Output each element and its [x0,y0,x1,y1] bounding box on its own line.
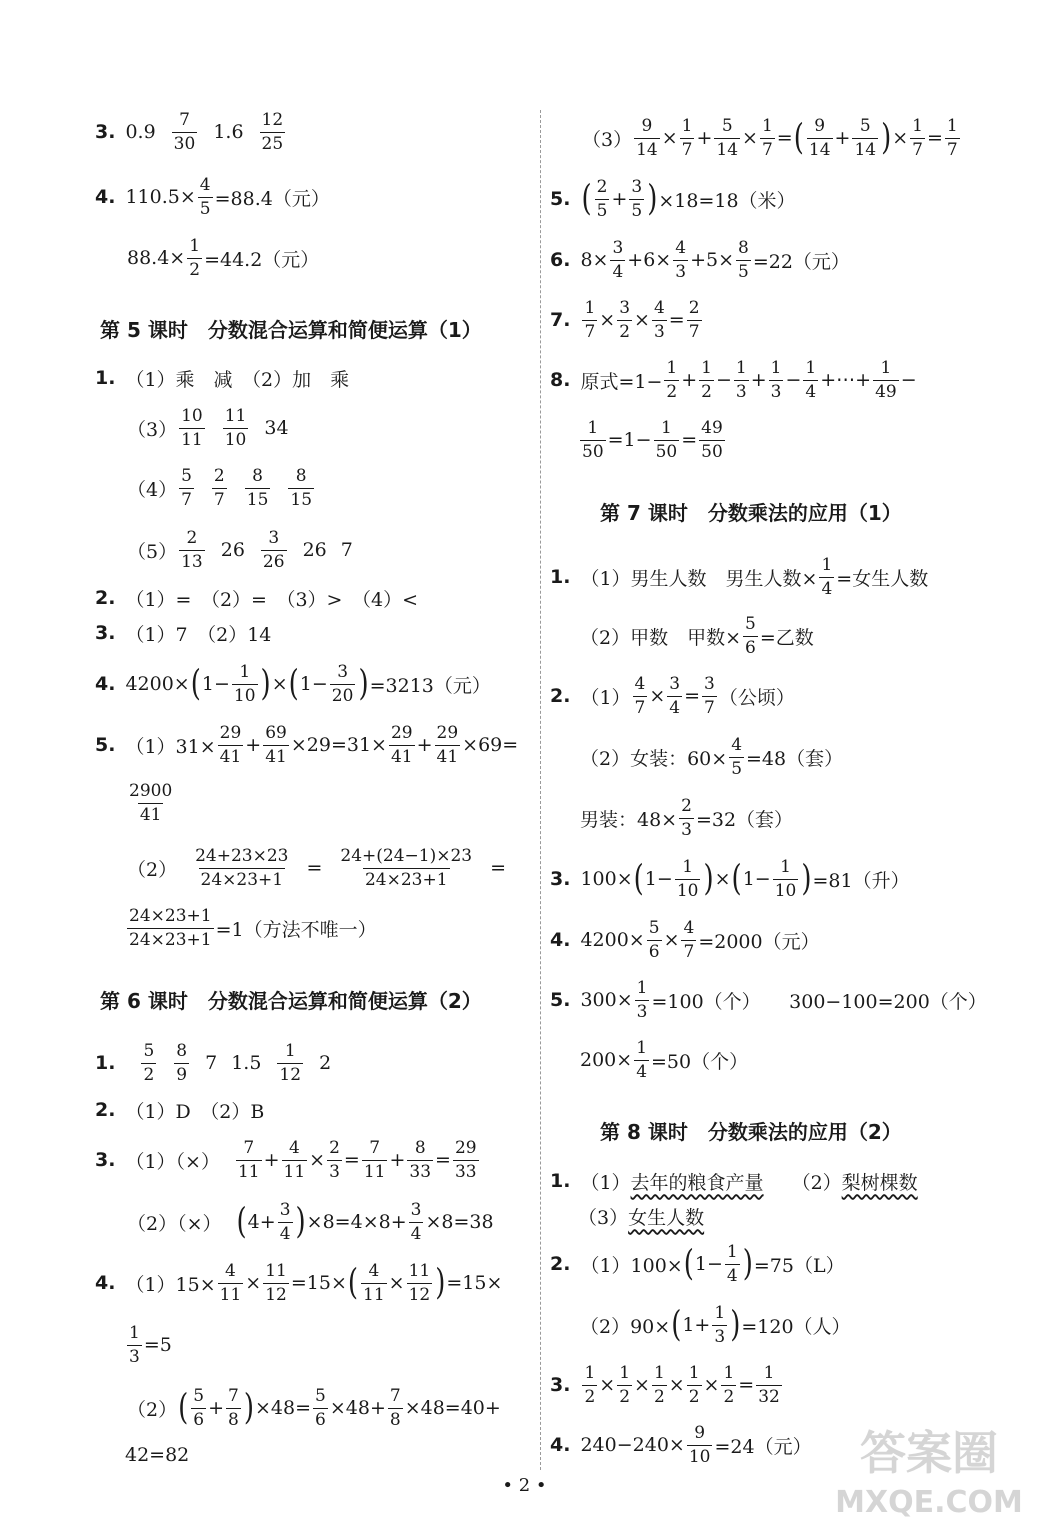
s8-q1-line2: （3） 女生人数 [578,1186,704,1246]
q-number: 4. [95,673,116,695]
fraction: $\frac{3}{4}$ [279,1199,291,1244]
underlined-answer: 梨树棵数 [841,1171,918,1194]
s8-q3: 3. $\frac{1}{2}$ × $\frac{1}{2}$ × $\frac{1}{2}$ × $\frac{1}{2}$ × $\frac{1}{2}$ = $\frac{1}{32}$ [550,1362,780,1407]
fraction: 2 7 [213,465,225,510]
fraction: 5 2 [143,1040,155,1085]
left-q4-line2 [127,228,319,288]
column-divider [540,110,541,1470]
fraction: 9 14 [808,115,831,160]
q-number: 3. [95,1149,116,1171]
s7-q2-line1: 2. （1） $\frac{4}{7}$ × $\frac{3}{4}$ = $\frac{3}{7}$ （公顷） [550,673,795,718]
fraction: $\frac{1}{3}$ [129,1322,140,1367]
q-number: 4. [550,1434,571,1456]
expr: =88.4（元） [214,187,330,210]
right-q5: 5. ( 2 5 + $\frac{3}{5}$ ) ×18=18（米） [550,176,796,221]
fraction: 2 5 [596,176,608,221]
q-number: 2. [95,1099,116,1121]
fraction: $\frac{4}{11}$ [219,1260,242,1305]
fraction: $\frac{1}{10}$ [676,856,699,901]
fraction: $\frac{9}{10}$ [688,1422,711,1467]
fraction: $\frac{1}{7}$ [946,115,958,160]
fraction: $\frac{2}{3}$ [329,1137,340,1182]
fraction: $\frac{3}{2}$ [619,297,631,342]
s8-q2-line2: （2）90× ( 1+ $\frac{1}{3}$ ) =120（人） [580,1302,851,1347]
q-number: 3. [95,121,116,143]
fraction: $\frac{11}{12}$ [408,1260,431,1305]
heading-lesson-5: 第 5 课时 分数混合运算和简便运算（1） [100,318,482,342]
s8-q4: 4. 240−240× $\frac{9}{10}$ =24（元） [550,1422,812,1467]
fraction: $\frac{1}{3}$ [636,977,648,1022]
fraction: $\frac{5}{6}$ [745,613,756,658]
s7-q3: 3. 100× ( 1− $\frac{1}{10}$ ) × ( 1− $\frac{1}{10}$ ) =81（升） [550,856,910,901]
fraction: $\frac{4}{3}$ [653,297,665,342]
fraction: $\frac{1}{3}$ [735,357,747,402]
s5-q3: 3. （1）7 （2）14 [95,622,272,646]
s6-q2: 2. （1）D （2）B [95,1099,265,1123]
fraction: $\frac{2}{3}$ [681,795,692,840]
q-number: 8. [550,369,571,391]
q-number: 5. [550,989,571,1011]
right-q8-line2: $\frac{1}{50}$ =1− $\frac{1}{50}$ = $\frac{49}{50}$ [582,417,723,462]
value: 34 [264,417,289,439]
fraction: $\frac{4}{7}$ [683,917,695,962]
s6-q4-line4: 42=82 [125,1444,190,1466]
s6-q3-line1: 3. （1）（×） 7 11 + $\frac{4}{11}$ × $\frac{2}{3}$ = $\frac{7}{11}$ + $\frac{8}{33}$ = $\frac{29}{33}$ [95,1137,477,1182]
q-number: 3. [550,1374,571,1396]
q-number: 4. [95,1272,116,1294]
q-number: 6. [550,249,571,271]
fraction: $\frac{4}{5}$ [731,734,743,779]
underlined-answer: 女生人数 [628,1206,705,1229]
s7-q2-line3: 男装：48× $\frac{2}{3}$ =32（套） [580,795,794,840]
fraction: $\frac{29}{41}$ [436,722,459,767]
q-number: 1. [95,367,116,389]
fraction: $\frac{3}{4}$ [612,237,624,282]
fraction: $\frac{1}{10}$ [233,661,256,706]
q-number: 4. [550,929,571,951]
fraction: $\frac{1}{49}$ [875,357,897,402]
s5-q5-line4: $\frac{24\times 23+1}{24\times 23+1}$ =1（方法不唯一） [129,905,377,950]
fraction: 8 9 [176,1040,188,1085]
value: 0.9 [125,121,156,143]
s5-q1-line4: （5） 2 13 26 3 26 26 7 [127,527,353,572]
q-number: 1. [550,566,571,588]
fraction: 24+(24−1)×23 24×23+1 [340,845,473,890]
fraction: $\frac{4}{11}$ [283,1137,306,1182]
fraction: $\frac{4}{7}$ [634,673,646,718]
value: 1.6 [213,121,244,143]
fraction: $\frac{1}{2}$ [688,1362,700,1407]
fraction: $\frac{5}{6}$ [315,1385,326,1430]
q-number: 3. [550,868,571,890]
answer: （1）乘 减 （2）加 乘 [125,368,350,391]
q-number: 5. [95,734,116,756]
fraction: 7 11 [237,1137,260,1182]
left-q3 [95,102,287,162]
s6-q4-line2: $\frac{1}{3}$ =5 [129,1322,172,1367]
watermark-top-text: 答案圈 [860,1426,998,1480]
fraction: 10 11 [181,405,203,450]
q-number: 5. [550,188,571,210]
fraction: $\frac{4}{3}$ [675,237,687,282]
s7-q4: 4. 4200× $\frac{5}{6}$ × $\frac{4}{7}$ =2000（元） [550,917,820,962]
s7-q5-line2: 200× $\frac{1}{4}$ =50（个） [580,1037,749,1082]
fraction: $\frac{29}{33}$ [454,1137,477,1182]
s8-q2-line1: 2. （1）100× ( 1− $\frac{1}{4}$ ) =75（L） [550,1241,845,1286]
s7-q5-line1: 5. 300× $\frac{1}{3}$ =100（个） 300−100=200（个） [550,977,987,1022]
s6-q1: 1. 5 2 8 9 7 1.5 1 12 2 [95,1040,332,1085]
fraction: $\frac{1}{3}$ [714,1302,726,1347]
fraction: $\frac{1}{7}$ [761,115,773,160]
expr: =44.2（元） [204,248,320,271]
s5-q5-line2 [125,773,176,833]
page-number: • 2 • [502,1475,547,1496]
fraction: $\frac{3}{4}$ [410,1199,422,1244]
fraction: $\frac{69}{41}$ [265,722,287,767]
fraction: 5 7 [181,465,192,510]
fraction: 5 6 [193,1385,205,1430]
fraction: 11 10 [224,405,247,450]
fraction: $\frac{49}{50}$ [701,417,723,462]
right-q7: 7. $\frac{1}{7}$ × $\frac{3}{2}$ × $\frac{4}{3}$ = $\frac{2}{7}$ [550,297,700,342]
fraction: $\frac{1}{7}$ [681,115,693,160]
fraction: $\frac{8}{33}$ [409,1137,432,1182]
right-q3c: （3） $\frac{9}{14}$ × $\frac{1}{7}$ + $\frac{5}{14}$ × $\frac{1}{7}$ = ( 9 14 + $\frac{5}{14}$ ) × $\frac{1}{7}$ = $\frac{1}{7}$ [582,115,958,160]
s6-q4-line3: （2） ( 5 6 + $\frac{7}{8}$ ) ×48= $\frac{5}{6}$ ×48+ $\frac{7}{8}$ ×48=40+ [127,1385,501,1430]
fraction: $\frac{3}{4}$ [669,673,681,718]
fraction: $\frac{1}{7}$ [584,297,596,342]
fraction: $\frac{29}{41}$ [219,722,242,767]
fraction: $\frac{3}{5}$ [631,176,643,221]
fraction: $\frac{1}{2}$ [189,235,201,280]
fraction: 8 15 [246,465,269,510]
fraction: $\frac{7}{11}$ [363,1137,386,1182]
q-number: 2. [550,685,571,707]
fraction: $\frac{7}{8}$ [228,1385,239,1430]
heading-lesson-8: 第 8 课时 分数乘法的应用（2） [600,1120,902,1144]
fraction: $\frac{1}{2}$ [584,1362,596,1407]
fraction: $\frac{3}{7}$ [704,673,715,718]
fraction: $\frac{3}{20}$ [331,661,354,706]
fraction: $\frac{1}{2}$ [619,1362,631,1407]
s5-q4: 4. 4200× ( 1− $\frac{1}{10}$ ) × ( 1− $\frac{3}{20}$ ) =3213（元） [95,661,491,706]
fraction: $\frac{1}{4}$ [805,357,817,402]
fraction: $\frac{1}{2}$ [666,357,678,402]
fraction: $\frac{1}{7}$ [912,115,923,160]
fraction: $\frac{4}{5}$ [199,174,211,219]
fraction: $\frac{1}{3}$ [770,357,782,402]
fraction: $\frac{1}{4}$ [821,554,833,599]
fraction: $\frac{24\times 23+1}{24\times 23+1}$ [129,905,212,950]
left-q4-line1 [95,167,330,227]
fraction: $\frac{1}{2}$ [701,357,712,402]
s5-q5-line1: 5. （1）31× $\frac{29}{41}$ + $\frac{69}{41}$ ×29=31× $\frac{29}{41}$ + $\frac{29}{41}$ ×69= [95,722,519,767]
underlined-answer: 去年的粮食产量 [630,1171,764,1194]
heading-lesson-6: 第 6 课时 分数混合运算和简便运算（2） [100,989,482,1013]
fraction: $\frac{9}{14}$ [636,115,658,160]
fraction: $\frac{1}{32}$ [758,1362,780,1407]
q-number: 7. [550,309,571,331]
fraction: 1 12 [279,1040,302,1085]
fraction: 24+23×23 24×23+1 [195,845,289,890]
fraction: 2900 41 [129,780,173,825]
right-q6: 6. 8× $\frac{3}{4}$ +6× $\frac{4}{3}$ +5× $\frac{8}{5}$ =22（元） [550,237,850,282]
fraction: $\frac{5}{14}$ [854,115,877,160]
s7-q2-line2: （2）女装：60× $\frac{4}{5}$ =48（套） [580,734,844,779]
s7-q1-line1: 1. （1）男生人数 男生人数× $\frac{1}{4}$ =女生人数 [550,554,929,599]
watermark-logo [829,1414,1029,1524]
q-number: 2. [550,1253,571,1275]
q-number: 4. [95,186,116,208]
fraction: $\frac{29}{41}$ [390,722,413,767]
s5-q2: 2. （1）= （2）= （3）> （4）< [95,587,418,611]
q-number: 1. [95,1052,116,1074]
q-number: 1. [550,1170,571,1192]
q-number: 3. [95,622,116,644]
s5-q1-line2: （3） 10 11 11 10 34 [127,405,289,450]
fraction: $\frac{1}{4}$ [636,1037,648,1082]
fraction: $\frac{8}{5}$ [738,237,749,282]
fraction: $\frac{1}{2}$ [653,1362,665,1407]
fraction: $\frac{1}{50}$ [655,417,678,462]
fraction: $\frac{1}{50}$ [582,417,604,462]
s6-q3-line2: （2）（×） ( 4+ $\frac{3}{4}$ ) ×8=4×8+ $\frac{3}{4}$ ×8=38 [127,1199,494,1244]
s5-q5-line3: （2） 24+23×23 24×23+1 = 24+(24−1)×23 24×23+1 = [127,845,507,890]
fraction: $\frac{7}{8}$ [389,1385,401,1430]
fraction: 12 25 [261,109,284,154]
fraction: $\frac{1}{4}$ [726,1241,738,1286]
fraction: $\frac{4}{11}$ [363,1260,385,1305]
fraction: $\frac{2}{7}$ [688,297,700,342]
s6-q4-line1: 4. （1）15× $\frac{4}{11}$ × $\frac{11}{12}$ =15× ( $\frac{4}{11}$ × $\frac{11}{12}$ ) =15× [95,1260,503,1305]
expr: 110.5× [125,186,196,208]
s8-q1-line1: 1. （1） 去年的粮食产量 （2） 梨树棵数 [550,1151,918,1211]
fraction: $\frac{5}{14}$ [716,115,739,160]
watermark-bottom-text: MXQE.COM [835,1485,1023,1520]
fraction: 7 30 [173,109,196,154]
fraction: 3 26 [262,527,285,572]
fraction: $\frac{1}{10}$ [774,856,797,901]
s7-q1-line2: （2）甲数 甲数× $\frac{5}{6}$ =乙数 [580,613,814,658]
fraction: 8 15 [290,465,313,510]
q-number: 2. [95,587,116,609]
s5-q1-line3: （4） 5 7 2 7 8 15 8 15 [127,465,313,510]
fraction: $\frac{1}{2}$ [723,1362,735,1407]
fraction: $\frac{11}{12}$ [265,1260,287,1305]
expr: 88.4× [127,247,186,269]
fraction: 2 13 [181,527,203,572]
right-q8-line1: 8. 原式=1− $\frac{1}{2}$ + $\frac{1}{2}$ − $\frac{1}{3}$ + $\frac{1}{3}$ − $\frac{1}{4}$ +⋯+ $\frac{1}{49}$ − [550,357,917,402]
fraction: $\frac{5}{6}$ [648,917,660,962]
heading-lesson-7: 第 7 课时 分数乘法的应用（1） [600,501,902,525]
